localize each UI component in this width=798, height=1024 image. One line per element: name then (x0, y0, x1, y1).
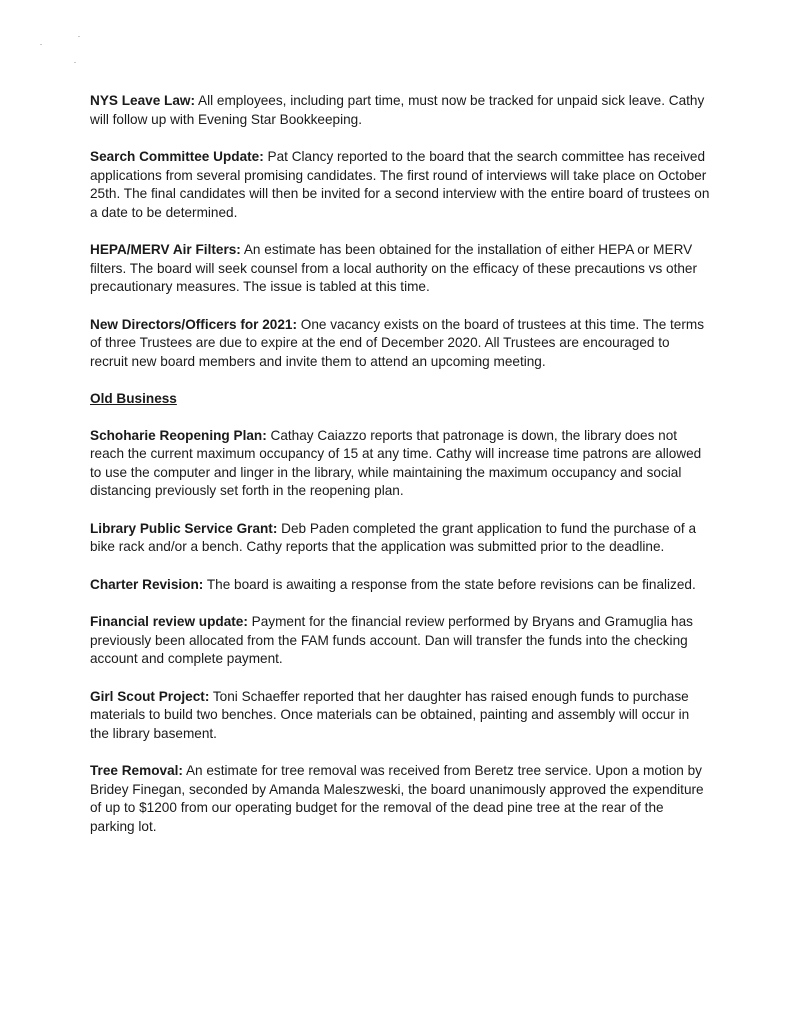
section-paragraph (90, 688, 710, 744)
section-girl-scout-project (90, 688, 710, 744)
section-service-grant (90, 520, 710, 557)
section-text: Pat Clancy reported to the board that the search committee has received applications from several promising candidates. The first round of interviews will take place on October 25th. The final candidates will then be invited for a second interview with the entire board of trustees on a date to be determined. (90, 149, 710, 220)
section-paragraph (90, 520, 710, 557)
section-label: NYS Leave Law: (90, 93, 196, 108)
section-nys-leave-law (90, 92, 710, 129)
section-paragraph (90, 762, 710, 836)
section-air-filters (90, 241, 710, 297)
scan-speck (74, 62, 76, 63)
section-label: Library Public Service Grant: (90, 520, 278, 536)
section-text: The board is awaiting a response from the state before revisions can be finalized. (203, 576, 696, 592)
section-text: All employees, including part time, must now be tracked for unpaid sick leave. Cathy will follow up with Evening Star Bookkeeping. (90, 93, 705, 127)
section-label: Girl Scout Project: (90, 688, 210, 704)
section-paragraph (90, 316, 710, 372)
section-financial-review (90, 613, 710, 669)
scan-speck (78, 36, 80, 37)
section-label: New Directors/Officers for 2021: (90, 316, 298, 332)
section-label: Financial review update: (90, 614, 248, 629)
section-text: An estimate for tree removal was received from Beretz tree service. Upon a motion by Bridey Finegan, seconded by Amanda Maleszweski, the board unanimously approved the expenditure of up to $1200 from our operating budget for the removal of the dead pine tree at the rear of the parking lot. (90, 763, 704, 834)
section-text: One vacancy exists on the board of trustees at this time. The terms of three Trustees are due to expire at the end of December 2020. All Trustees are encouraged to recruit new board members and invite them to attend an upcoming meeting. (90, 316, 705, 369)
section-paragraph (90, 427, 710, 501)
section-charter-revision (90, 576, 710, 595)
section-label: Charter Revision: (90, 576, 204, 592)
section-text: Deb Paden completed the grant application to fund the purchase of a bike rack and/or a bench. Cathy reports that the application was submitted prior to the deadline. (90, 520, 697, 554)
old-business-heading: Old Business (90, 391, 177, 406)
section-paragraph (90, 241, 710, 297)
scan-speck (40, 44, 42, 45)
section-text: An estimate has been obtained for the installation of either HEPA or MERV filters. The board will seek counsel from a local authority on the efficacy of these precautions vs other precautionary measures. The issue is tabled at this time. (90, 242, 697, 294)
section-paragraph (90, 576, 710, 595)
section-text: Cathay Caiazzo reports that patronage is down, the library does not reach the current maximum occupancy of 15 at any time. Cathy will increase time patrons are allowed to use the computer and linger in the library, while maintaining the maximum occupancy and social distancing previously set forth in the reopening plan. (90, 427, 702, 498)
section-search-committee (90, 148, 710, 222)
section-paragraph (90, 148, 710, 222)
section-label: HEPA/MERV Air Filters: (90, 242, 241, 257)
section-reopening-plan (90, 427, 710, 501)
section-text: Toni Schaeffer reported that her daughter has raised enough funds to purchase materials to build two benches. Once materials can be obtained, painting and assembly will occur in the library basement. (90, 688, 690, 741)
section-label: Search Committee Update: (90, 149, 264, 164)
section-new-directors (90, 316, 710, 372)
section-paragraph (90, 92, 710, 129)
section-tree-removal (90, 762, 710, 836)
section-text: Payment for the financial review performed by Bryans and Gramuglia has previously been allocated from the FAM funds account. Dan will transfer the funds into the checking account and complete payment. (90, 614, 693, 666)
section-paragraph (90, 613, 710, 669)
document-body (90, 92, 710, 855)
section-label: Tree Removal: (90, 763, 183, 778)
section-label: Schoharie Reopening Plan: (90, 427, 267, 443)
